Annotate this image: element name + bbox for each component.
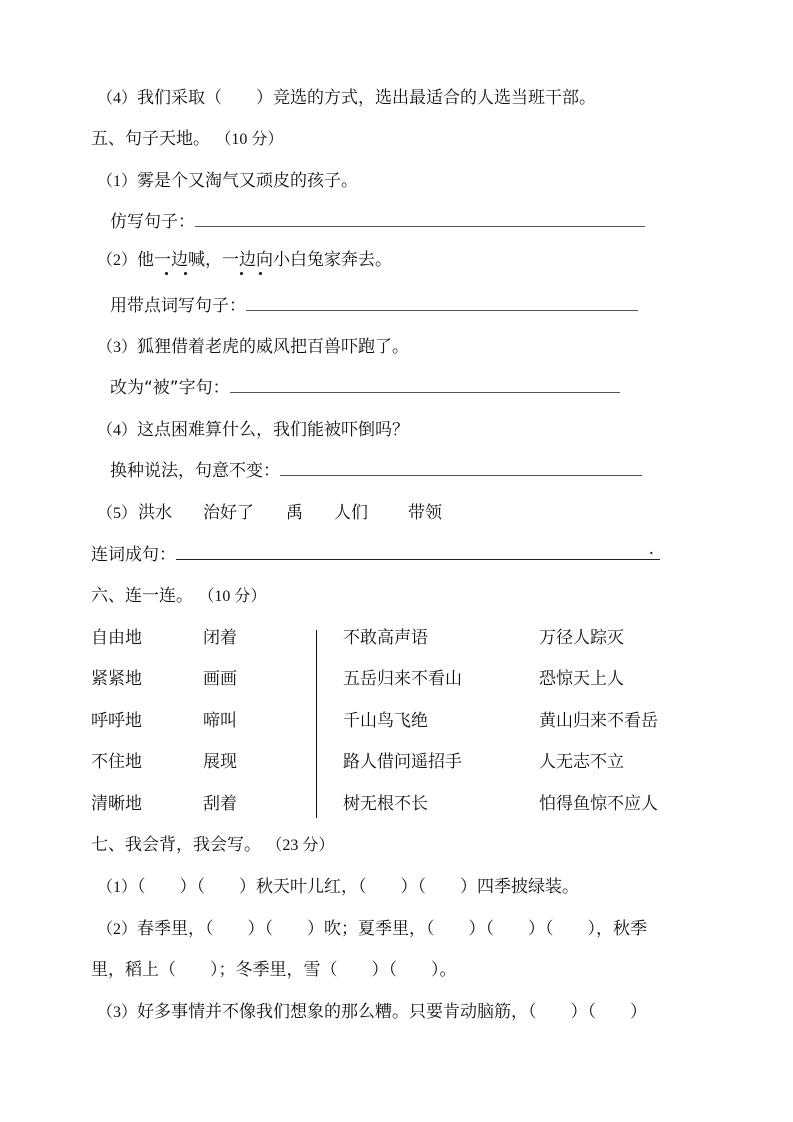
match-word[interactable]: 啼叫 xyxy=(203,711,237,731)
answer-blank[interactable] xyxy=(176,539,660,560)
answer-prompt: 换种说法，句意不变： xyxy=(110,461,280,481)
item-text: 狐狸借着老虎的威风把百兽吓跑了。 xyxy=(137,337,410,357)
s5-item-3-answer xyxy=(110,376,620,400)
s5-item-3 xyxy=(97,335,409,360)
answer-blank[interactable] xyxy=(280,459,642,476)
item-text: （ ）（ ）秋天叶儿红，（ ）（ ）四季披绿装。 xyxy=(137,877,580,897)
emphasis-dot xyxy=(259,272,262,275)
section-6-heading xyxy=(91,584,266,609)
emphasis-dot xyxy=(184,272,187,275)
match-word[interactable]: 清晰地 xyxy=(91,794,142,814)
match-word[interactable]: 紧紧地 xyxy=(91,669,142,689)
period-mark: . xyxy=(648,539,654,559)
emphasis-dot xyxy=(165,272,168,275)
answer-prompt: 仿写句子： xyxy=(110,212,195,232)
answer-prompt: 用带点词写句子： xyxy=(110,296,246,316)
match-verse[interactable]: 人无志不立 xyxy=(539,752,624,772)
match-word[interactable]: 自由地 xyxy=(91,628,142,648)
s7-item-1 xyxy=(97,875,579,900)
s7-item-2-continued: 里，稻上（ ）；冬季里，雪（ ）（ ）。 xyxy=(91,960,457,980)
item-number: （2） xyxy=(97,921,138,938)
section-title: 七、我会背，我会写。 xyxy=(91,835,261,855)
answer-blank[interactable] xyxy=(246,294,638,311)
question-text: 我们采取（ ）竞选的方式，选出最适合的人选当班干部。 xyxy=(137,88,597,108)
match-verse[interactable]: 万径人踪灭 xyxy=(539,628,624,648)
match-verse[interactable]: 五岳归来不看山 xyxy=(343,669,462,689)
item-text: 雾是个又淘气又顽皮的孩子。 xyxy=(137,171,359,191)
s5-item-5-answer xyxy=(91,539,660,567)
word-chip: 带领 xyxy=(408,503,442,523)
match-verse[interactable]: 千山鸟飞绝 xyxy=(343,711,428,731)
match-verse[interactable]: 树无根不长 xyxy=(343,794,428,814)
s5-item-4-answer xyxy=(110,459,642,483)
answer-prompt: 改为“被”字句： xyxy=(110,378,230,398)
match-verse[interactable]: 路人借问遥招手 xyxy=(343,752,462,772)
item-number: （3） xyxy=(97,339,138,356)
section-5-heading xyxy=(91,127,283,152)
match-word[interactable]: 展现 xyxy=(203,752,237,772)
s7-item-3 xyxy=(97,1000,647,1025)
match-word[interactable]: 闭着 xyxy=(203,628,237,648)
answer-blank[interactable] xyxy=(230,376,620,393)
match-verse[interactable]: 黄山归来不看岳 xyxy=(539,711,658,731)
item-text: 春季里，（ ）（ ）吹；夏季里，（ ）（ ）（ ），秋季 xyxy=(137,919,648,939)
section-title: 六、连一连。 xyxy=(91,586,193,606)
match-word[interactable]: 刮着 xyxy=(203,794,237,814)
match-verse[interactable]: 恐惊天上人 xyxy=(539,669,624,689)
match-word[interactable]: 呼呼地 xyxy=(91,711,142,731)
section-score: （10 分） xyxy=(198,588,267,605)
word-chip: 治好了 xyxy=(203,503,254,523)
question-4-line xyxy=(97,86,596,111)
item-text: 他一边喊，一边向小白兔家奔去。 xyxy=(137,250,393,270)
item-number: （5） xyxy=(97,505,138,522)
item-number: （3） xyxy=(97,1004,138,1021)
item-number: （2） xyxy=(97,252,138,269)
s5-item-2 xyxy=(97,248,392,273)
item-text: 好多事情并不像我们想象的那么糟。只要肯动脑筋，（ ）（ ） xyxy=(137,1002,648,1022)
s5-item-1 xyxy=(97,169,358,194)
match-word[interactable]: 不住地 xyxy=(91,752,142,772)
word-chip: 人们 xyxy=(334,503,368,523)
match-verse[interactable]: 不敢高声语 xyxy=(343,628,428,648)
match-verse[interactable]: 怕得鱼惊不应人 xyxy=(539,794,658,814)
s5-item-4 xyxy=(97,418,409,443)
s5-item-1-answer xyxy=(110,210,645,234)
section-title: 五、句子天地。 xyxy=(91,129,210,149)
section-score: （23 分） xyxy=(266,837,335,854)
question-number: （4） xyxy=(97,90,138,107)
emphasis-dot xyxy=(240,272,243,275)
item-number: （1） xyxy=(97,879,138,896)
section-score: （10 分） xyxy=(215,131,284,148)
item-number: （4） xyxy=(97,422,138,439)
match-word[interactable]: 画画 xyxy=(203,669,237,689)
word-chip: 禹 xyxy=(286,503,303,523)
s5-item-5 xyxy=(97,501,137,526)
word-chip: 洪水 xyxy=(138,503,172,523)
item-text: 这点困难算什么，我们能被吓倒吗？ xyxy=(137,420,410,440)
s5-item-2-answer xyxy=(110,294,638,318)
item-number: （1） xyxy=(97,173,138,190)
answer-blank[interactable] xyxy=(195,210,645,227)
section-7-heading xyxy=(91,833,334,858)
answer-prompt: 连词成句： xyxy=(91,545,176,565)
column-divider xyxy=(316,630,317,818)
s7-item-2 xyxy=(97,917,647,942)
